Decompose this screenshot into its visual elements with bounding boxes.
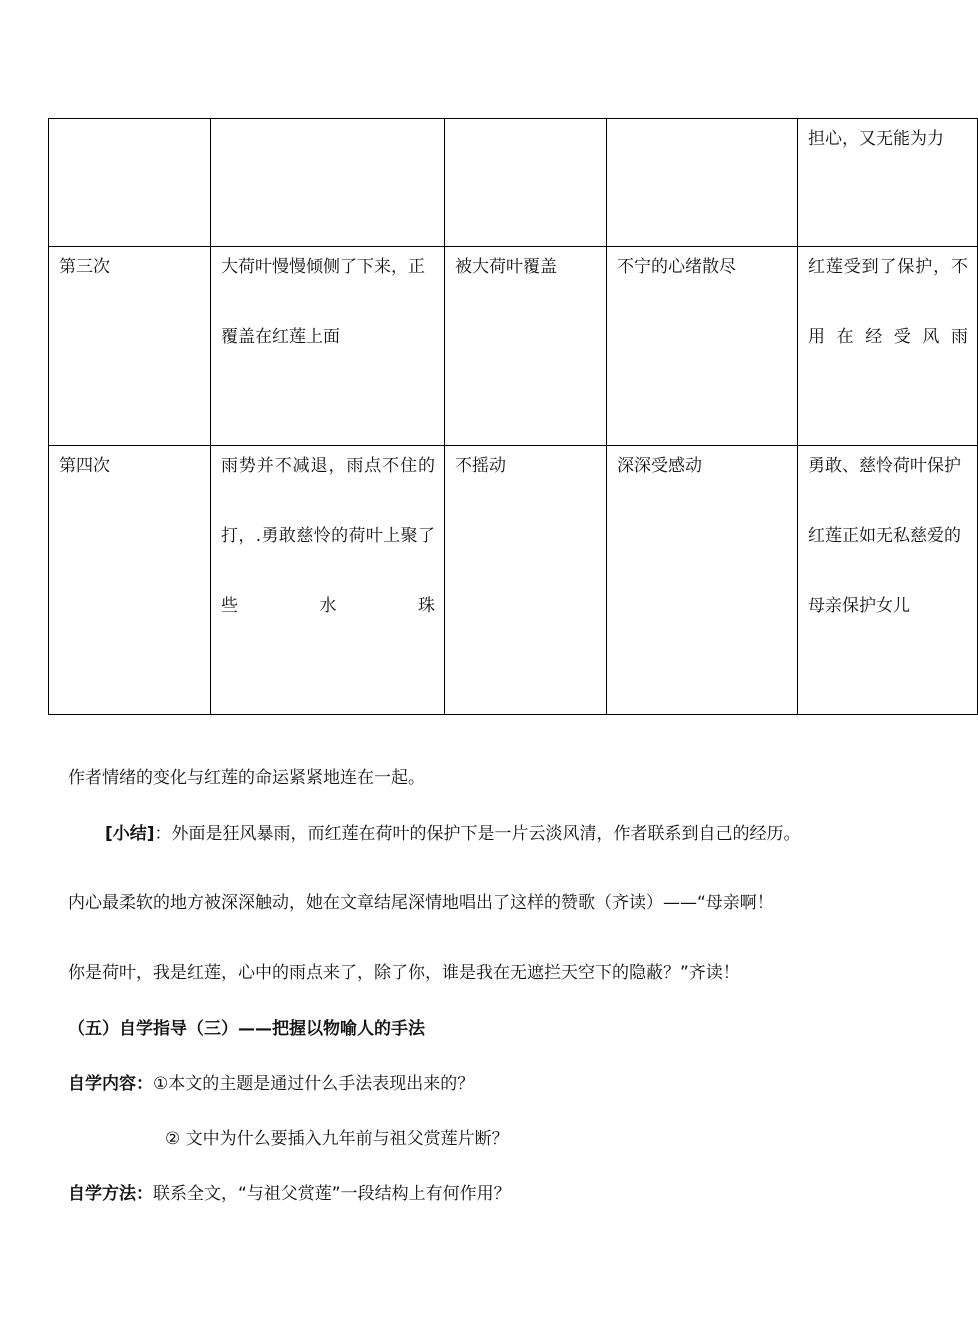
table-cell: 大荷叶慢慢倾侧了下来，正覆盖在红莲上面 — [211, 247, 445, 446]
summary-line-3: 你是荷叶，我是红莲，心中的雨点来了，除了你，谁是我在无遮拦天空下的隐蔽？”齐读！ — [68, 963, 740, 983]
summary-label: [小结] — [105, 824, 155, 844]
table-cell: 雨势并不减退，雨点不住的打，.勇敢慈怜的荷叶上聚了些水珠 — [211, 446, 445, 715]
table-cell: 深深受感动 — [607, 446, 798, 715]
table-row — [49, 247, 978, 446]
summary-text-1: ：外面是狂风暴雨，而红莲在荷叶的保护下是一片云淡风清，作者联系到自己的经历。 — [154, 824, 801, 844]
table-cell: 不摇动 — [445, 446, 607, 715]
table-cell — [607, 119, 798, 247]
paragraph-emotion: 作者情绪的变化与红莲的命运紧紧地连在一起。 — [68, 768, 425, 788]
table-cell: 被大荷叶覆盖 — [445, 247, 607, 446]
study-content-label: 自学内容： — [68, 1074, 153, 1094]
study-method-text: 联系全文，“与祖父赏莲”一段结构上有何作用？ — [153, 1184, 511, 1204]
study-method-label: 自学方法： — [68, 1184, 153, 1204]
study-content-question-2: ② 文中为什么要插入九年前与祖父赏莲片断？ — [165, 1129, 509, 1149]
table-cell: 不宁的心绪散尽 — [607, 247, 798, 446]
section-heading: （五）自学指导（三）——把握以物喻人的手法 — [68, 1019, 425, 1039]
table-row — [49, 446, 978, 715]
table-cell: 担心，又无能为力 — [798, 119, 978, 247]
table-cell — [211, 119, 445, 247]
analysis-table — [48, 118, 978, 715]
table-cell: 勇敢、慈怜荷叶保护红莲正如无私慈爱的母亲保护女儿 — [798, 446, 978, 715]
summary-line-2: 内心最柔软的地方被深深触动，她在文章结尾深情地唱出了这样的赞歌（齐读）——“母亲啊！ — [68, 893, 774, 913]
study-content-line-1 — [68, 1072, 474, 1096]
table-cell — [445, 119, 607, 247]
summary-line-1 — [105, 822, 801, 846]
study-content-question-1: ①本文的主题是通过什么手法表现出来的？ — [153, 1074, 475, 1094]
table-cell: 红莲受到了保护，不用在经受风雨 — [798, 247, 978, 446]
study-method-line — [68, 1182, 511, 1206]
table-cell — [49, 119, 211, 247]
table-cell: 第四次 — [49, 446, 211, 715]
table-row — [49, 119, 978, 247]
table-cell: 第三次 — [49, 247, 211, 446]
